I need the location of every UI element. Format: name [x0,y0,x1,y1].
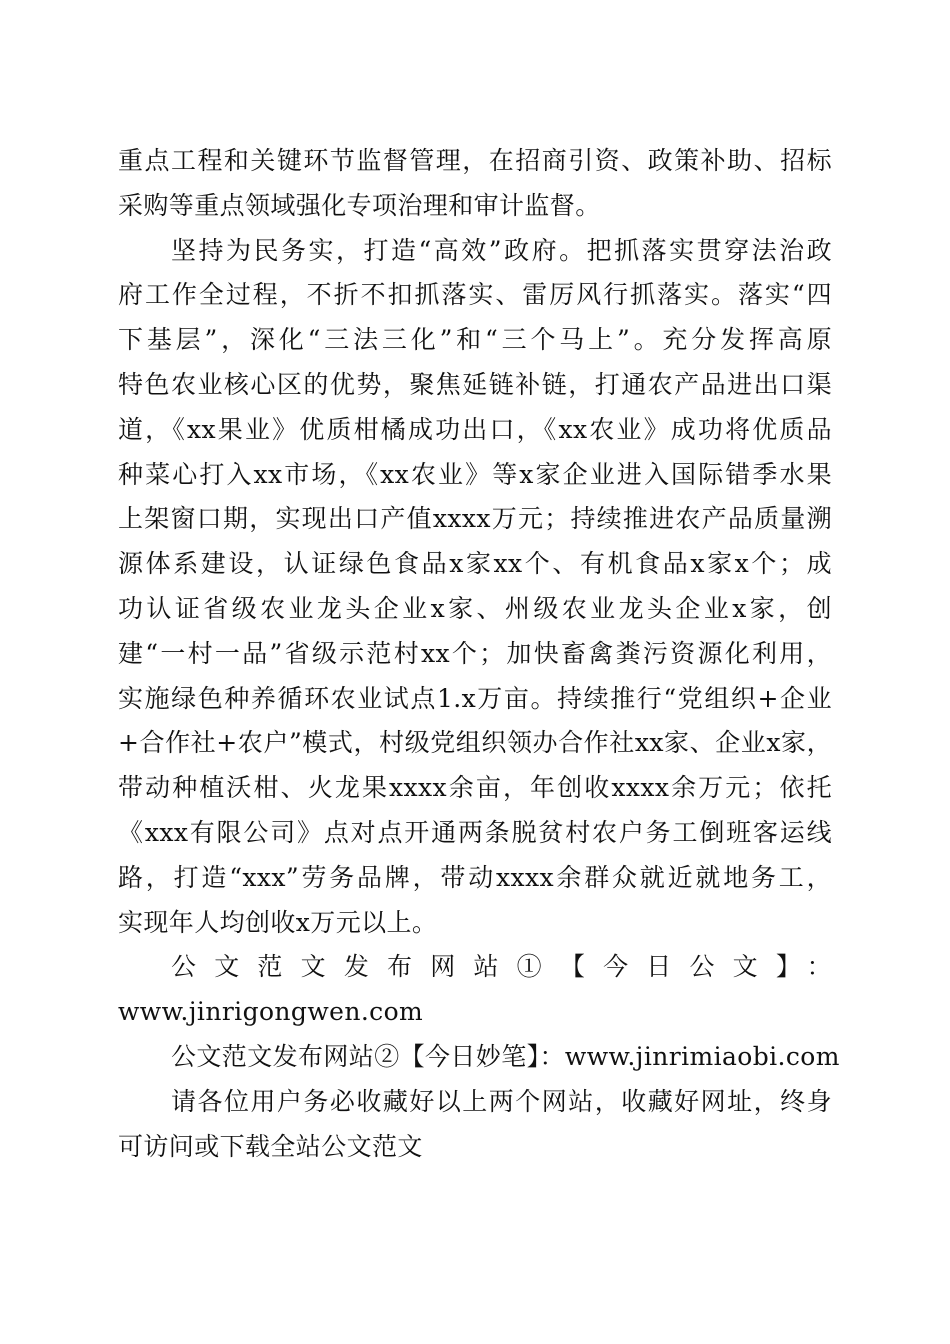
text-line: 道，《xx果业》优质柑橘成功出口，《xx农业》成功将优质品 [118,414,832,444]
text-line: 实施绿色种养循环农业试点1.x万亩。持续推行“党组织+企业 [118,683,832,713]
text-line: 采购等重点领域强化专项治理和审计监督。 [118,190,601,220]
website-notice-2 [118,1035,840,1080]
bookmark-notice [118,1080,832,1170]
website-url-link[interactable]: www.jinrigongwen.com [118,997,424,1027]
text-line: 功认证省级农业龙头企业x家、州级农业龙头企业x家，创 [118,593,832,623]
text-line: 建“一村一品”省级示范村xx个；加快畜禽粪污资源化利用， [118,638,832,668]
text-line: 请各位用户务必收藏好以上两个网站，收藏好网址，终身 [171,1086,832,1116]
text-line: 带动种植沃柑、火龙果xxxx余亩，年创收xxxx余万元；依托 [118,773,832,803]
website-url-link[interactable]: 公文范文发布网站②【今日妙笔】：www.jinrimiaobi.com [171,1041,840,1071]
text-line: 上架窗口期，实现出口产值xxxx万元；持续推进农产品质量溯 [118,504,832,534]
text-line: 路，打造“xxx”劳务品牌，带动xxxx余群众就近就地务工， [118,862,832,892]
document-body [118,139,840,1169]
text-line: 下基层”，深化“三法三化”和“三个马上”。充分发挥高原 [118,325,832,355]
website-notice-1 [118,945,832,1035]
text-line: 源体系建设，认证绿色食品x家xx个、有机食品x家x个；成 [118,549,832,579]
paragraph-governance [118,139,832,229]
text-line: 种菜心打入xx市场，《xx农业》等x家企业进入国际错季水果 [118,459,832,489]
text-line: +合作社+农户”模式，村级党组织领办合作社xx家、企业x家， [118,728,832,758]
paragraph-efficient-government [118,229,832,946]
text-line: 实现年人均创收x万元以上。 [118,907,438,937]
text-line: 《xxx有限公司》点对点开通两条脱贫村农户务工倒班客运线 [118,817,832,847]
text-line: 府工作全过程，不折不扣抓落实、雷厉风行抓落实。落实“四 [118,280,832,310]
website-title: 公文范文发布网站①【今日公文】： [171,952,832,982]
text-line: 可访问或下载全站公文范文 [118,1131,423,1161]
text-line: 重点工程和关键环节监督管理，在招商引资、政策补助、招标 [118,146,832,175]
text-line: 坚持为民务实，打造“高效”政府。把抓落实贯穿法治政 [171,235,832,265]
text-line: 特色农业核心区的优势，聚焦延链补链，打通农产品进出口渠 [118,369,832,399]
